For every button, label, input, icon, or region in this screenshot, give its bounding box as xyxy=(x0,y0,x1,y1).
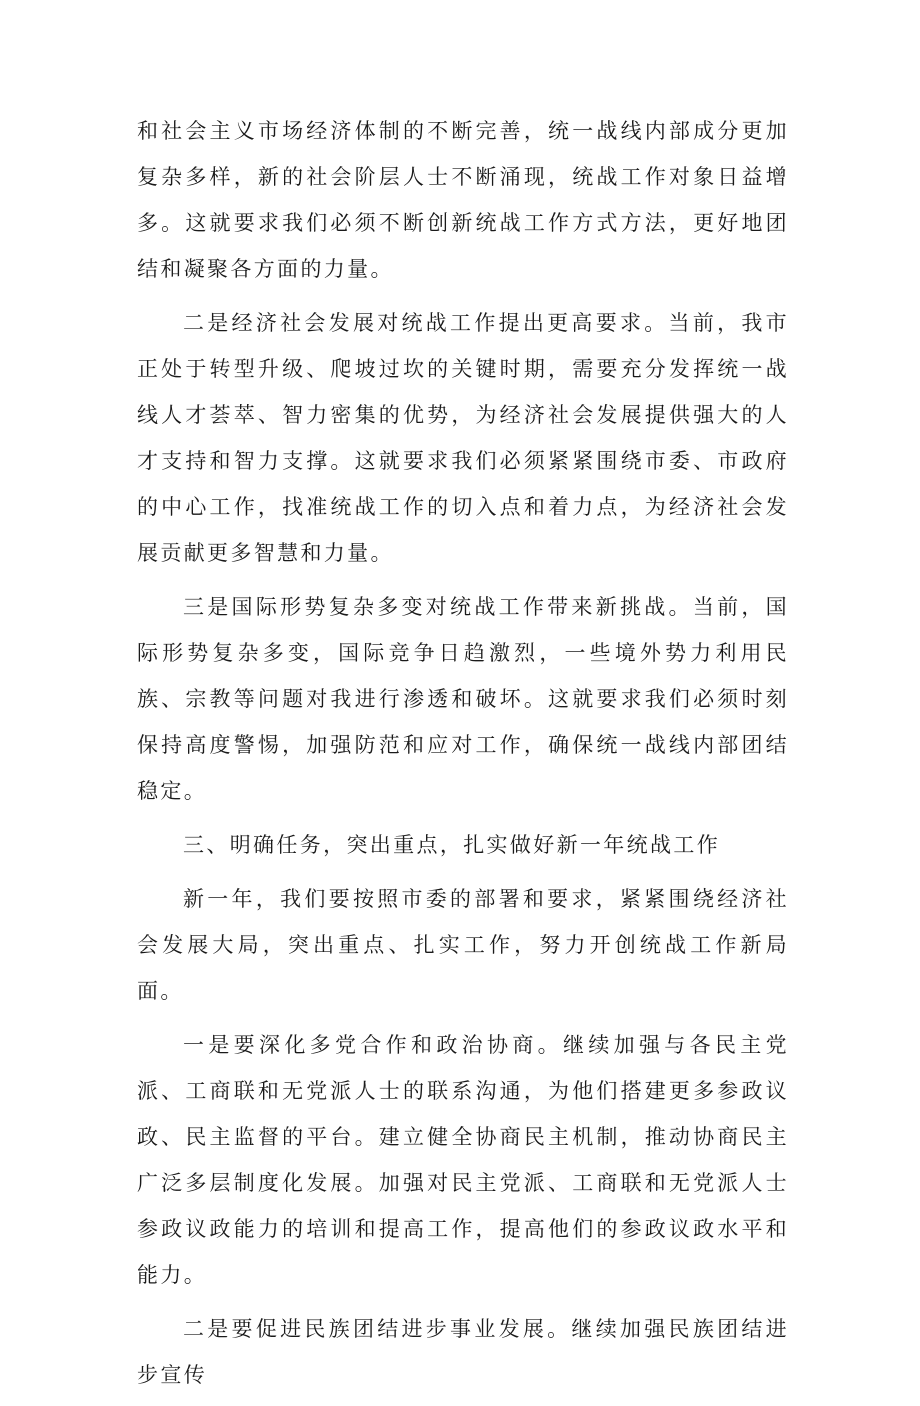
paragraph-5: 新一年，我们要按照市委的部署和要求，紧紧围绕经济社会发展大局，突出重点、扎实工作，努力开创统战工作新局面。 xyxy=(137,887,789,1003)
paragraph-7: 二是要促进民族团结进步事业发展。继续加强民族团结进步宣传 xyxy=(137,1317,789,1387)
paragraph-2: 二是经济社会发展对统战工作提出更高要求。当前，我市正处于转型升级、爬坡过坎的关键时期，需要充分发挥统一战线人才荟萃、智力密集的优势，为经济社会发展提供强大的人才支持和智力支撑。这就要求我们必须紧紧围绕市委、市政府的中心工作，找准统战工作的切入点和着力点，为经济社会发展贡献更多智慧和力量。 xyxy=(137,311,789,565)
paragraph-6: 一是要深化多党合作和政治协商。继续加强与各民主党派、工商联和无党派人士的联系沟通，为他们搭建更多参政议政、民主监督的平台。建立健全协商民主机制，推动协商民主广泛多层制度化发展。加强对民主党派、工商联和无党派人士参政议政能力的培训和提高工作，提高他们的参政议政水平和能力。 xyxy=(137,1033,789,1287)
paragraph-3: 三是国际形势复杂多变对统战工作带来新挑战。当前，国际形势复杂多变，国际竞争日趋激烈，一些境外势力利用民族、宗教等问题对我进行渗透和破坏。这就要求我们必须时刻保持高度警惕，加强防范和应对工作，确保统一战线内部团结稳定。 xyxy=(137,595,789,803)
document-body xyxy=(137,108,789,1406)
section-heading: 三、明确任务，突出重点，扎实做好新一年统战工作 xyxy=(183,833,721,857)
paragraph-1: 和社会主义市场经济体制的不断完善，统一战线内部成分更加复杂多样，新的社会阶层人士不断涌现，统战工作对象日益增多。这就要求我们必须不断创新统战工作方式方法，更好地团结和凝聚各方面的力量。 xyxy=(137,119,789,281)
